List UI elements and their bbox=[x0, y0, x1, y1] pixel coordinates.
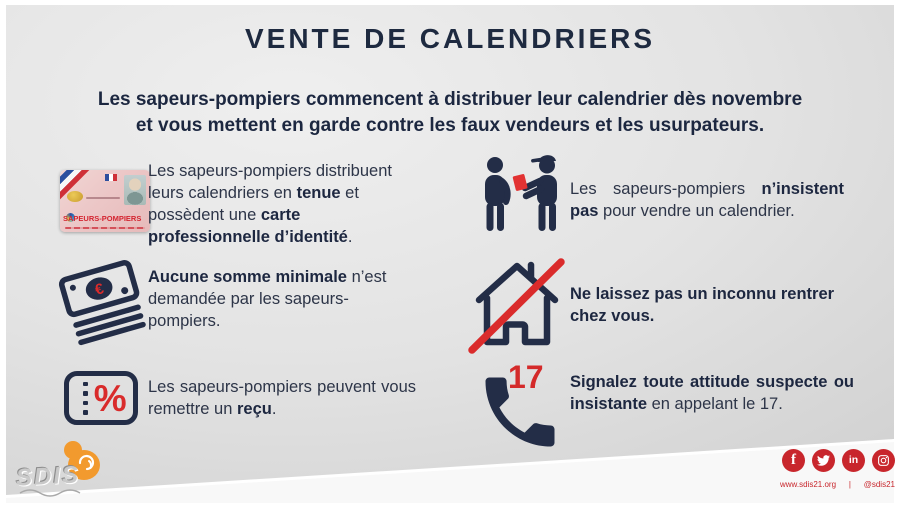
item-uniform-card-text: Les sapeurs-pompiers distribuent leurs calendriers en tenue et possèdent une carte professionnelle d’identité. bbox=[148, 162, 392, 246]
card-photo bbox=[124, 175, 146, 205]
receipt-icon bbox=[64, 371, 138, 425]
card-label: SAPEURS-POMPIERS bbox=[63, 214, 142, 223]
social-links bbox=[782, 449, 895, 472]
percent-symbol: % bbox=[93, 377, 127, 419]
intro-line-1: Les sapeurs-pompiers commencent à distribuer leur calendrier dès novembre bbox=[97, 89, 803, 110]
item-call-17-text: Signalez toute attitude suspecte ou insistante en appelant le 17. bbox=[570, 373, 854, 413]
french-flag bbox=[105, 174, 117, 181]
card-chip bbox=[67, 191, 83, 202]
euro-symbol: € bbox=[93, 280, 106, 299]
banknotes-icon bbox=[50, 254, 156, 354]
card-text-line bbox=[86, 197, 120, 199]
intro-line-2: et vous mettent en garde contre les faux vendeurs et les usurpateurs. bbox=[135, 115, 765, 137]
logo-flourish bbox=[18, 487, 88, 497]
website-url: www.sdis21.org bbox=[780, 480, 837, 489]
sdis-logo bbox=[16, 437, 112, 495]
social-caption bbox=[780, 480, 895, 489]
linkedin-icon: in bbox=[842, 449, 865, 472]
caption-separator: | bbox=[848, 480, 851, 489]
facebook-icon: f bbox=[782, 449, 805, 472]
id-card-icon bbox=[60, 170, 150, 232]
item-no-minimum-text: Aucune somme minimale n’est demandée par les sapeurs-pompiers. bbox=[148, 268, 387, 330]
seller-refusal-icon bbox=[478, 155, 570, 251]
red-calendar-card bbox=[512, 174, 527, 191]
no-entry-house-icon bbox=[464, 252, 570, 356]
phone-17-icon bbox=[474, 359, 584, 457]
page-title: VENTE DE CALENDRIERS bbox=[244, 23, 656, 54]
item-receipt-text: Les sapeurs-pompiers peuvent vous remettre un reçu. bbox=[148, 378, 416, 418]
item-no-insisting-text: Les sapeurs-pompiers n’insistent pas pour vendre un calendrier. bbox=[570, 180, 844, 220]
intro-text bbox=[0, 87, 900, 139]
instagram-icon bbox=[872, 449, 895, 472]
card-microtext bbox=[65, 227, 145, 230]
twitter-icon bbox=[812, 449, 835, 472]
social-handle: @sdis21 bbox=[863, 480, 895, 489]
emergency-number: 17 bbox=[508, 359, 544, 395]
item-no-stranger-text: Ne laissez pas un inconnu rentrer chez vous. bbox=[570, 285, 835, 325]
sdis-logo-text: SDIS bbox=[15, 461, 81, 492]
